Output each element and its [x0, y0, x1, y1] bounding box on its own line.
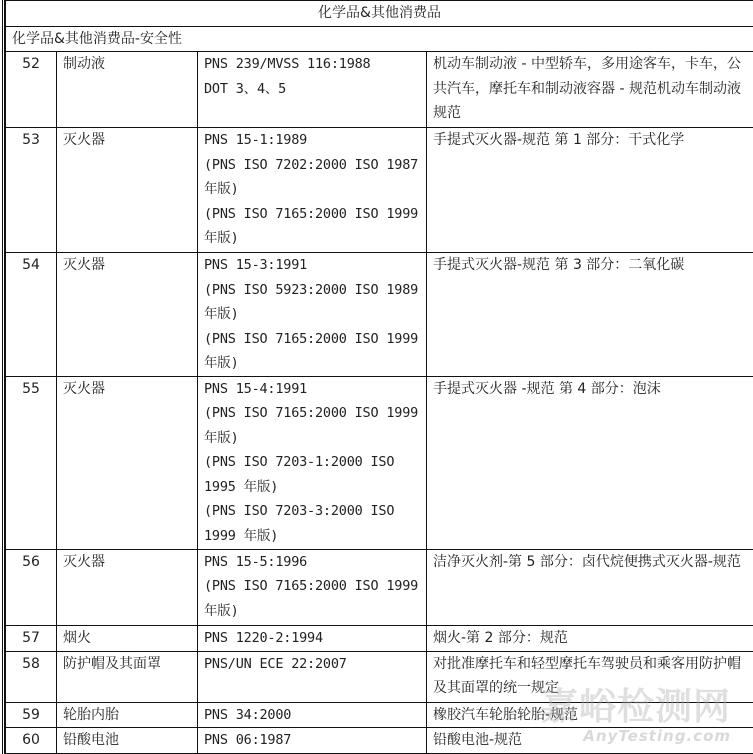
standard-codes: [198, 702, 427, 728]
product-name: 灭火器: [57, 549, 198, 625]
row-number: 52: [6, 52, 57, 128]
standard-code-line: 1999 年版): [204, 527, 279, 544]
standard-code-line: PNS 15-3:1991: [204, 257, 308, 273]
table-row: [6, 728, 753, 754]
table-row: [6, 625, 753, 651]
standard-code-line: PNS 239/MVSS 116:1988: [204, 56, 371, 72]
standard-codes: [198, 651, 427, 702]
standard-code-line: 1995 年版): [204, 478, 279, 495]
section-header-row: [6, 26, 753, 52]
table-row: [6, 549, 753, 625]
watermark-cn: 嘉峪检测网: [541, 685, 731, 728]
standard-code-line: PNS 15-1:1989: [204, 132, 308, 148]
row-number: 56: [6, 549, 57, 625]
standard-description: 手提式灭火器-规范 第 1 部分：干式化学: [427, 128, 753, 253]
standard-code-line: (PNS ISO 7203-1:2000 ISO: [204, 454, 395, 470]
table-row: [6, 651, 753, 702]
product-name: 灭火器: [57, 376, 198, 549]
product-name: 铅酸电池: [57, 728, 198, 754]
standard-code-line: 年版): [204, 181, 239, 197]
standard-code-line: PNS 34:2000: [204, 706, 292, 723]
product-name: 烟火: [57, 625, 198, 651]
standard-description: 烟火-第 2 部分：规范: [427, 625, 753, 651]
table-row: [6, 128, 753, 253]
product-name: 灭火器: [57, 128, 198, 253]
table-row: [6, 702, 753, 728]
standard-code-line: PNS 06:1987: [204, 732, 292, 748]
standard-codes: [198, 253, 427, 377]
standard-code-line: PNS 1220-2:1994: [204, 629, 323, 646]
table-title-row: [6, 1, 753, 27]
standard-code-line: (PNS ISO 7165:2000 ISO 1999: [204, 578, 419, 594]
standard-code-line: 年版): [204, 230, 239, 246]
standard-code-line: DOT 3、4、5: [204, 80, 287, 97]
standard-code-line: (PNS ISO 7165:2000 ISO 1999: [204, 205, 419, 222]
row-number: 53: [6, 128, 57, 253]
table-frame: [2, 0, 753, 754]
standard-codes: [198, 625, 427, 651]
standard-codes: [198, 728, 427, 754]
table-title: 化学品&其他消费品: [6, 1, 753, 27]
row-number: 55: [6, 376, 57, 549]
standard-code-line: 年版): [204, 306, 239, 322]
standard-codes: [198, 128, 427, 253]
standard-codes: [198, 549, 427, 625]
row-number: 57: [6, 625, 57, 651]
standard-description: 手提式灭火器 -规范 第 4 部分：泡沫: [427, 376, 753, 549]
row-number: 60: [6, 728, 57, 754]
standard-code-line: (PNS ISO 7165:2000 ISO 1999: [204, 405, 419, 421]
standard-description: 橡胶汽车轮胎轮胎-规范: [427, 702, 753, 728]
standard-code-line: (PNS ISO 7202:2000 ISO 1987: [204, 156, 419, 173]
standard-description: 洁净灭火剂-第 5 部分：卤代烷便携式灭火器-规范: [427, 549, 753, 625]
product-name: 轮胎内胎: [57, 702, 198, 728]
standard-code-line: 年版): [204, 429, 239, 446]
row-number: 54: [6, 253, 57, 377]
standard-codes: [198, 376, 427, 549]
row-number: 58: [6, 651, 57, 702]
standard-description: 对批准摩托车和轻型摩托车驾驶员和乘客用防护帽及其面罩的统一规定: [427, 651, 753, 702]
standard-code-line: 年版): [204, 602, 239, 619]
standard-code-line: (PNS ISO 5923:2000 ISO 1989: [204, 281, 419, 298]
standard-description: 机动车制动液 - 中型轿车，多用途客车，卡车，公共汽车，摩托车和制动液容器 - 规范机动车制动液规范: [427, 52, 753, 128]
product-name: 制动液: [57, 52, 198, 128]
product-name: 防护帽及其面罩: [57, 651, 198, 702]
standard-code-line: (PNS ISO 7165:2000 ISO 1999: [204, 330, 419, 347]
watermark-en: AnyTesting.com: [583, 727, 731, 745]
product-name: 灭火器: [57, 253, 198, 377]
standard-codes: [198, 52, 427, 128]
table-row: [6, 376, 753, 549]
table-row: [6, 253, 753, 377]
table-row: [6, 52, 753, 128]
standards-table: [5, 0, 753, 754]
standard-code-line: (PNS ISO 7203-3:2000 ISO: [204, 503, 395, 519]
standard-code-line: PNS 15-5:1996: [204, 553, 308, 570]
row-number: 59: [6, 702, 57, 728]
standard-description: 手提式灭火器-规范 第 3 部分：二氧化碳: [427, 253, 753, 377]
standard-code-line: PNS/UN ECE 22:2007: [204, 655, 347, 672]
standard-code-line: PNS 15-4:1991: [204, 380, 308, 397]
standard-description: 铅酸电池-规范: [427, 728, 753, 754]
section-header: 化学品&其他消费品-安全性: [6, 26, 753, 52]
standard-code-line: 年版): [204, 355, 239, 371]
